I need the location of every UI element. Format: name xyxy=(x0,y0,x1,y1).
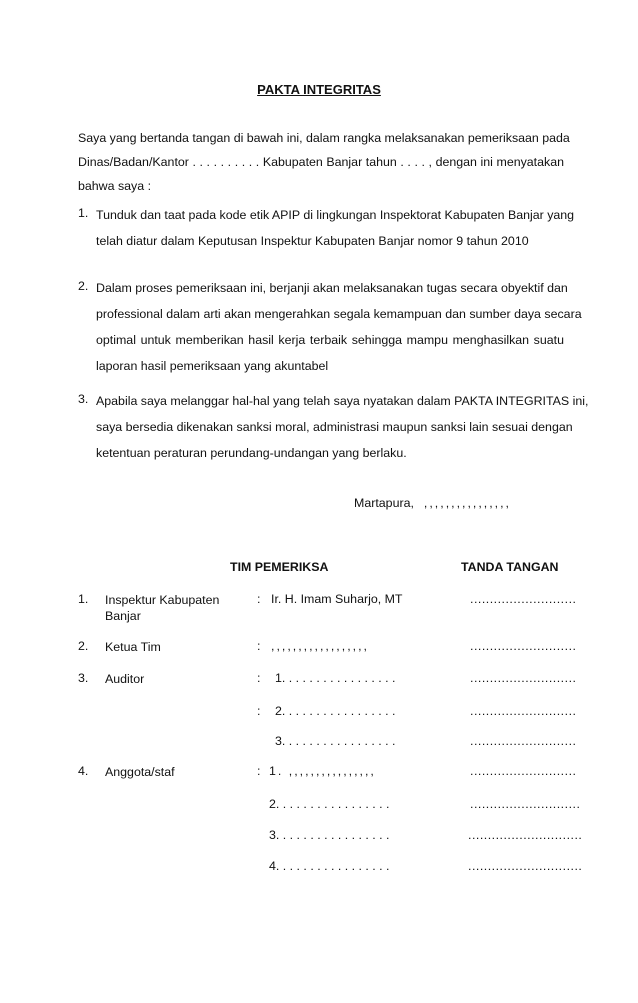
row-role: Auditor xyxy=(105,672,145,686)
row-colon: : xyxy=(257,704,261,718)
row-name: 3. . . . . . . . . . . . . . . . . xyxy=(269,828,390,842)
row-number: 2. xyxy=(78,639,89,653)
row-colon: : xyxy=(257,639,261,653)
item-line: professional dalam arti akan mengerahkan segala kemampuan dan sumber daya secara xyxy=(96,307,582,321)
row-role: Ketua Tim xyxy=(105,640,161,654)
row-name: ,,,,,,,,,,,,,,,,,, xyxy=(271,639,369,653)
row-name: 1. . . . . . . . . . . . . . . . . xyxy=(275,671,396,685)
item-line: optimal untuk memberikan hasil kerja terbaik sehingga mampu menghasilkan suatu xyxy=(96,333,564,347)
signature-line: ........................... xyxy=(470,639,577,653)
item-line: laporan hasil pemeriksaan yang akuntabel xyxy=(96,359,329,373)
place-date-line xyxy=(354,496,511,510)
item-number: 2. xyxy=(78,279,89,293)
item-line: saya bersedia dikenakan sanksi moral, administrasi maupun sanksi lain sesuai dengan xyxy=(96,420,573,434)
header-team: TIM PEMERIKSA xyxy=(230,560,329,574)
intro-line: bahwa saya : xyxy=(78,179,152,193)
item-line: telah diatur dalam Keputusan Inspektur Kabupaten Banjar nomor 9 tahun 2010 xyxy=(96,234,529,248)
row-role: Anggota/staf xyxy=(105,765,175,779)
item-number: 3. xyxy=(78,392,89,406)
signature-line: ........................... xyxy=(470,671,577,685)
row-role: Inspektur Kabupaten Banjar xyxy=(105,593,220,623)
signature-line: ............................. xyxy=(468,828,583,842)
row-number: 4. xyxy=(78,764,89,778)
row-colon: : xyxy=(257,592,261,606)
place-label: Martapura, xyxy=(354,496,414,510)
intro-line: Saya yang bertanda tangan di bawah ini, dalam rangka melaksanakan pemeriksaan pada xyxy=(78,131,570,145)
intro-paragraph xyxy=(78,126,570,198)
item-line: Dalam proses pemeriksaan ini, berjanji akan melaksanakan tugas secara obyektif dan xyxy=(96,281,568,295)
row-number: 1. xyxy=(78,592,89,606)
row-name: 1. ,,,,,,,,,,,,,,,, xyxy=(269,764,376,778)
item-line: ketentuan peraturan perundang-undangan yang berlaku. xyxy=(96,446,407,460)
signature-line: ............................. xyxy=(468,859,583,873)
row-colon: : xyxy=(257,764,261,778)
signature-line: ........................... xyxy=(470,592,577,606)
row-name: 2. . . . . . . . . . . . . . . . . xyxy=(269,797,390,811)
row-name: 2. . . . . . . . . . . . . . . . . xyxy=(275,704,396,718)
signature-line: ........................... xyxy=(470,734,577,748)
row-name: 3. . . . . . . . . . . . . . . . . xyxy=(275,734,396,748)
row-name: 4. . . . . . . . . . . . . . . . . xyxy=(269,859,390,873)
date-placeholder: ,,,,,,,,,,,,,,,, xyxy=(423,496,512,510)
signature-line: ........................... xyxy=(470,764,577,778)
document-title: PAKTA INTEGRITAS xyxy=(257,82,381,97)
row-name: Ir. H. Imam Suharjo, MT xyxy=(271,592,403,606)
item-number: 1. xyxy=(78,206,89,220)
intro-line: Dinas/Badan/Kantor . . . . . . . . . . Kabupaten Banjar tahun . . . . , dengan ini menyatakan xyxy=(78,155,564,169)
item-line: Tunduk dan taat pada kode etik APIP di lingkungan Inspektorat Kabupaten Banjar yang xyxy=(96,208,575,222)
row-colon: : xyxy=(257,671,261,685)
header-signature: TANDA TANGAN xyxy=(461,560,559,574)
row-number: 3. xyxy=(78,671,89,685)
item-line: Apabila saya melanggar hal-hal yang telah saya nyatakan dalam PAKTA INTEGRITAS ini, xyxy=(96,394,589,408)
signature-line: ........................... xyxy=(470,704,577,718)
signature-line: ............................ xyxy=(470,797,581,811)
